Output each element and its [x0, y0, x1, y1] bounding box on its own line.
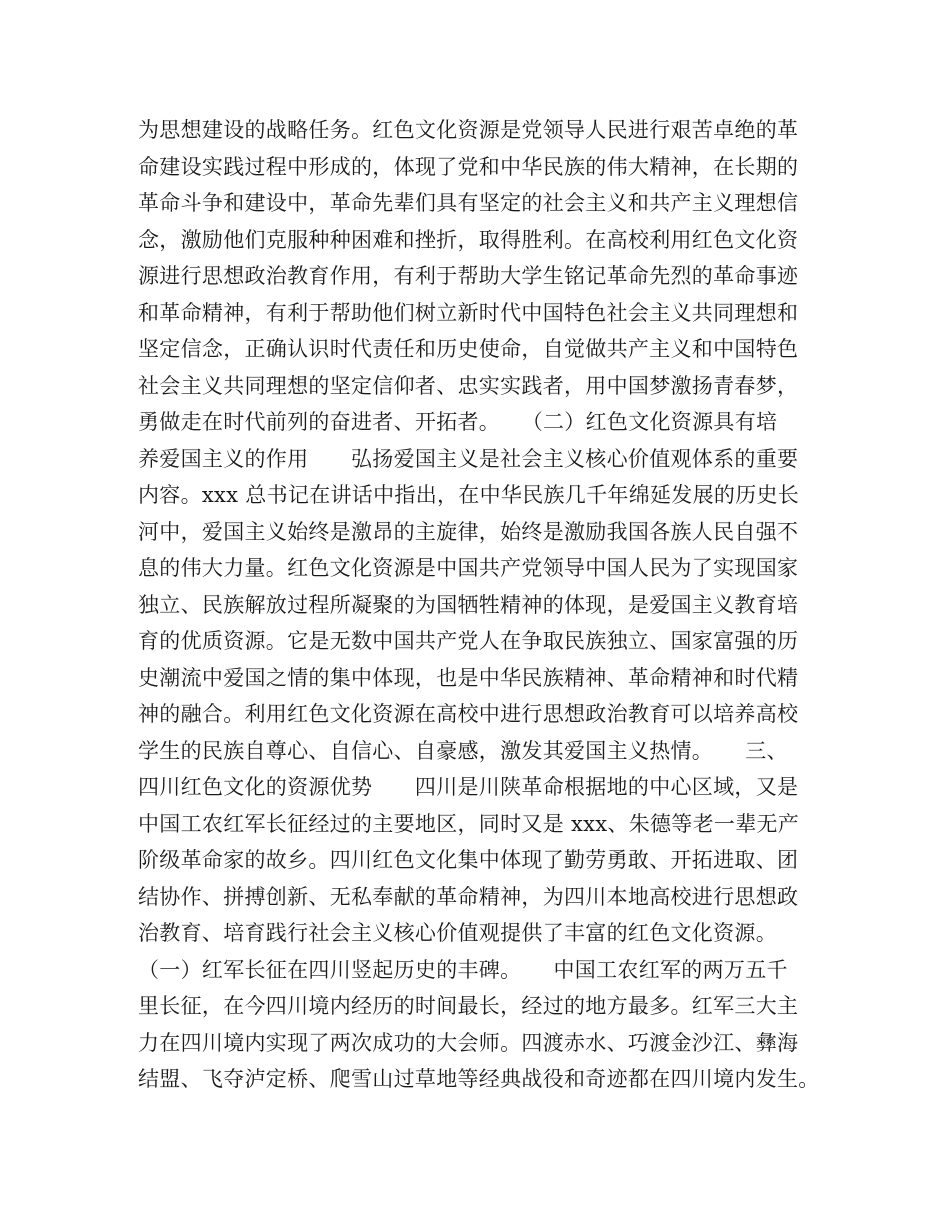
text-line: 结协作、拼搏创新、无私奉献的革命精神，为四川本地高校进行思想政	[138, 884, 799, 909]
body-text	[138, 112, 838, 1098]
text-line: 内容。xxx 总书记在讲话中指出，在中华民族几千年绵延发展的历史长	[138, 483, 800, 507]
text-line: 息的伟大力量。红色文化资源是中国共产党领导中国人民为了实现国家	[138, 556, 799, 580]
text-line: 命建设实践过程中形成的，体现了党和中华民族的伟大精神，在长期的	[138, 154, 799, 179]
text-line: 阶级革命家的故乡。四川红色文化集中体现了勤劳勇敢、开拓进取、团	[138, 848, 799, 872]
text-line: 治教育、培育践行社会主义核心价值观提供了丰富的红色文化资源。	[138, 921, 777, 945]
text-line: 四川红色文化的资源优势 四川是川陕革命根据地的中心区域，又是	[138, 775, 799, 799]
text-line: 中国工农红军长征经过的主要地区，同时又是 xxx、朱德等老一辈无产	[138, 811, 800, 836]
text-line: 源进行思想政治教育作用，有利于帮助大学生铭记革命先烈的革命事迹	[138, 264, 799, 288]
text-line: 和革命精神，有利于帮助他们树立新时代中国特色社会主义共同理想和	[138, 300, 799, 325]
text-line: 念，激励他们克服种种困难和挫折，取得胜利。在高校利用红色文化资	[138, 227, 799, 252]
text-line: 力在四川境内实现了两次成功的大会师。四渡赤水、巧渡金沙江、彝海	[138, 1030, 799, 1055]
text-line: 独立、民族解放过程所凝聚的为国牺牲精神的体现，是爱国主义教育培	[138, 592, 799, 617]
text-line: 坚定信念，正确认识时代责任和历史使命，自觉做共产主义和中国特色	[138, 337, 799, 361]
text-line: 育的优质资源。它是无数中国共产党人在争取民族独立、国家富强的历	[138, 629, 799, 653]
text-line: 结盟、飞夺泸定桥、爬雪山过草地等经典战役和奇迹都在四川境内发生。	[138, 1067, 820, 1091]
text-line: 神的融合。利用红色文化资源在高校中进行思想政治教育可以培养高校	[138, 702, 799, 726]
text-line: （一）红军长征在四川竖起历史的丰碑。 中国工农红军的两万五千	[138, 957, 788, 982]
text-line: 养爱国主义的作用 弘扬爱国主义是社会主义核心价值观体系的重要	[138, 446, 799, 471]
text-line: 学生的民族自尊心、自信心、自豪感，激发其爱国主义热情。 三、	[138, 738, 788, 763]
text-line: 里长征，在今四川境内经历的时间最长，经过的地方最多。红军三大主	[138, 994, 799, 1018]
text-line: 史潮流中爱国之情的集中体现，也是中华民族精神、革命精神和时代精	[138, 665, 799, 690]
text-line: 革命斗争和建设中，革命先辈们具有坚定的社会主义和共产主义理想信	[138, 191, 799, 215]
text-line: 勇做走在时代前列的奋进者、开拓者。 （二）红色文化资源具有培	[138, 410, 778, 434]
text-line: 河中，爱国主义始终是激昂的主旋律，始终是激励我国各族人民自强不	[138, 519, 799, 544]
text-line: 为思想建设的战略任务。红色文化资源是党领导人民进行艰苦卓绝的革	[138, 118, 799, 142]
text-line: 社会主义共同理想的坚定信仰者、忠实实践者，用中国梦激扬青春梦，	[138, 373, 799, 398]
